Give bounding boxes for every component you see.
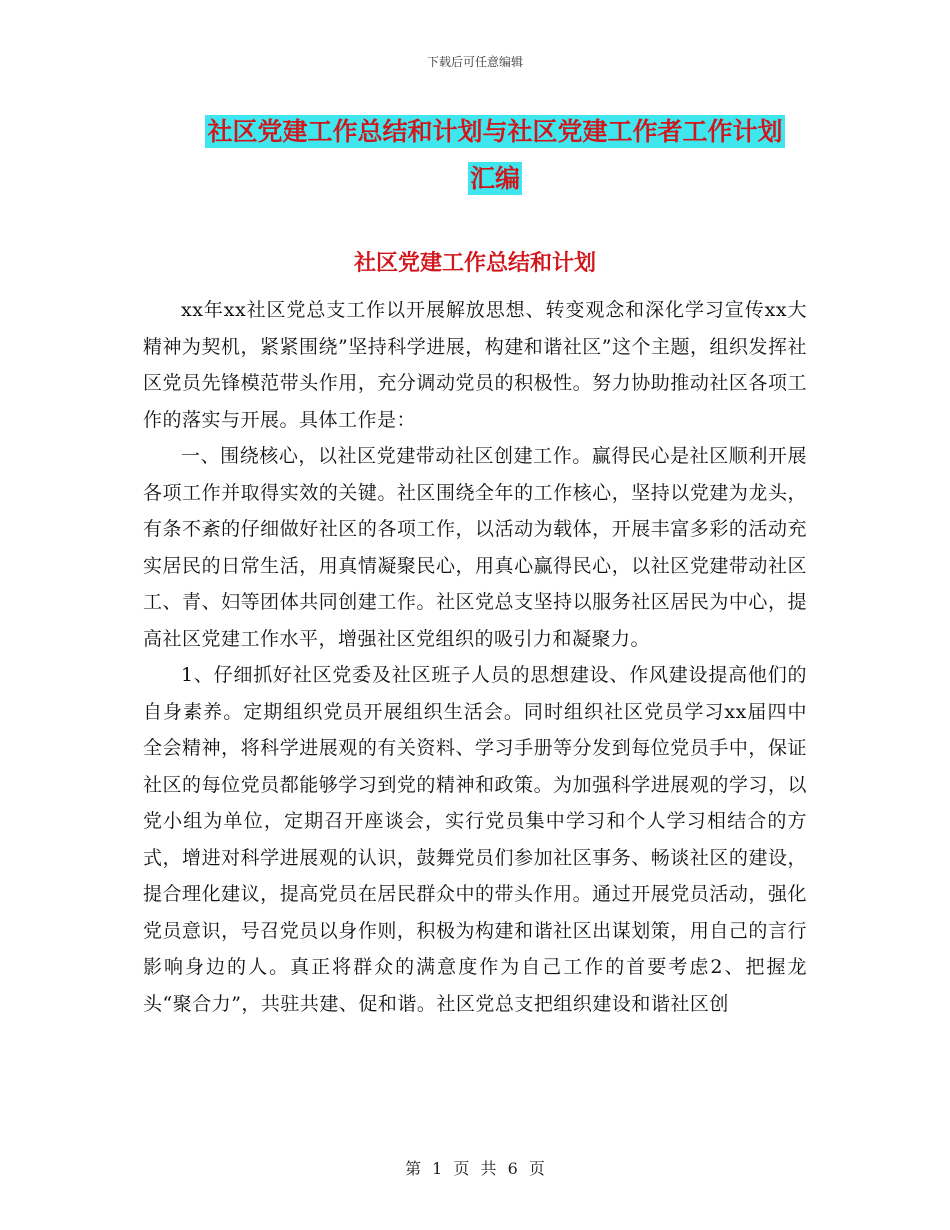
document-title [150,108,840,202]
paragraph: 一、围绕核心，以社区党建带动社区创建工作。赢得民心是社区顺利开展各项工作并取得实效的关键。社区围绕全年的工作核心，坚持以党建为龙头，有条不紊的仔细做好社区的各项工作，以活动为载体，开展丰富多彩的活动充实居民的日常生活，用真情凝聚民心，用真心赢得民心，以社区党建带动社区工、青、妇等团体共同创建工作。社区党总支坚持以服务社区居民为中心，提高社区党建工作水平，增强社区党组织的吸引力和凝聚力。 [143,445,807,650]
document-title-line-1: 社区党建工作总结和计划与社区党建工作者工作计划 [207,117,783,146]
paragraph: 1、仔细抓好社区党委及社区班子人员的思想建设、作风建设提高他们的自身素养。定期组织党员开展组织生活会。同时组织社区党员学习xx届四中全会精神，将科学进展观的有关资料、学习手册等分发到每位党员手中，保证社区的每位党员都能够学习到党的精神和政策。为加强科学进展观的学习，以党小组为单位，定期召开座谈会，实行党员集中学习和个人学习相结合的方式，增进对科学进展观的认识，鼓舞党员们参加社区事务、畅谈社区的建设，提合理化建议，提高党员在居民群众中的带头作用。通过开展党员活动，强化党员意识，号召党员以身作则，积极为构建和谐社区出谋划策，用自己的言行影响身边的人。真正将群众的满意度作为自己工作的首要考虑2、把握龙头“聚合力”，共驻共建、促和谐。社区党总支把组织建设和谐社区创 [143,664,807,1015]
document-title-line-2: 汇编 [469,164,520,193]
body-text [143,292,807,1022]
paragraph: xx年xx社区党总支工作以开展解放思想、转变观念和深化学习宣传xx大精神为契机，紧紧围绕”坚持科学进展，构建和谐社区”这个主题，组织发挥社区党员先锋模范带头作用，充分调动党员的积极性。努力协助推动社区各项工作的落实与开展。具体工作是： [143,299,807,431]
page-header-note: 下载后可任意编辑 [426,55,523,69]
page-footer: 第 1 页 共 6 页 [405,1159,545,1178]
section-title: 社区党建工作总结和计划 [353,250,596,276]
